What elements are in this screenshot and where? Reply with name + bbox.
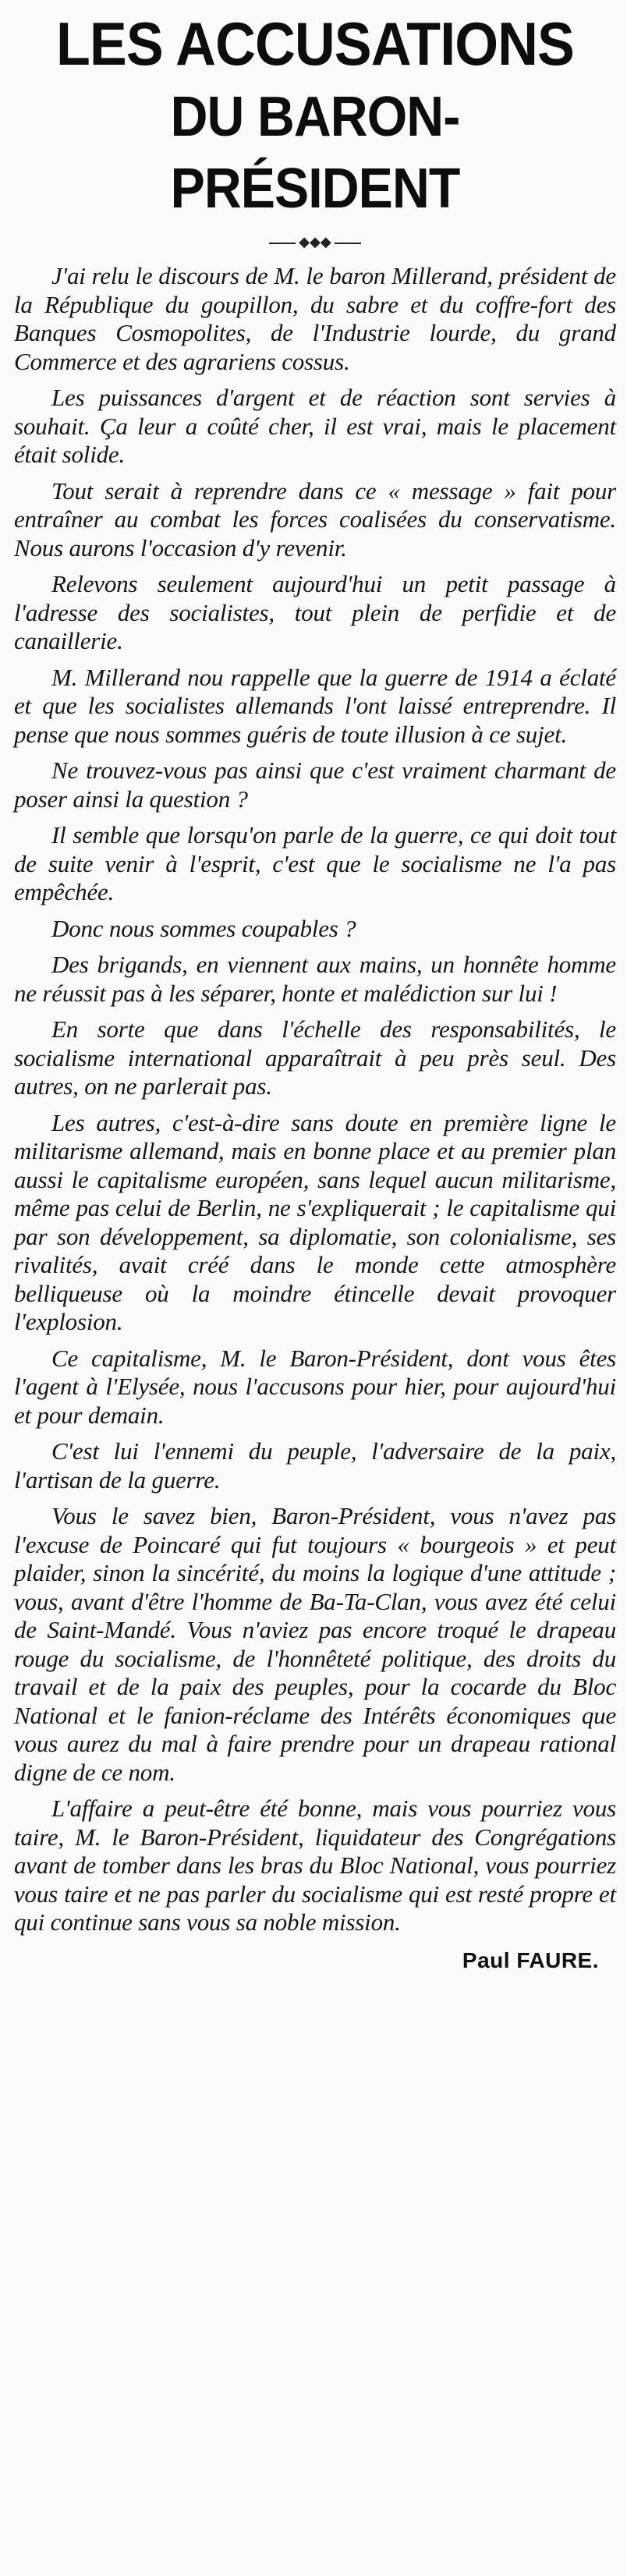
paragraph-12: Ce capitalisme, M. le Baron-Président, dont vous êtes l'agent à l'Elysée, nous l'accusons pour hier, pour aujourd'hui et pour demain. (14, 1344, 616, 1429)
paragraph-10: En sorte que dans l'échelle des responsabilités, le socialisme international apparaîtrait à peu près seul. Des autres, on ne parlerait pas. (14, 1015, 616, 1100)
paragraph-13: C'est lui l'ennemi du peuple, l'adversaire de la paix, l'artisan de la guerre. (14, 1437, 616, 1494)
paragraph-5: M. Millerand nou rappelle que la guerre de 1914 a éclaté et que les socialistes allemands l'ont laissé entreprendre. Il pense que nous sommes guéris de toute illusion à ce sujet. (14, 663, 616, 748)
headline-line-1: LES ACCUSATIONS (56, 9, 574, 78)
headline (38, 6, 592, 225)
paragraph-2: Les puissances d'argent et de réaction sont servies à souhait. Ça leur a coûté cher, il est vrai, mais le placement était solide. (14, 384, 616, 468)
author-signature: Paul FAURE. (462, 1947, 599, 1972)
ornament-rule-left (269, 243, 296, 244)
paragraph-15: L'affaire a peut-être été bonne, mais vous pourriez vous taire, M. le Baron-Président, liquidateur des Congrégations avant de tomber dans les bras du Bloc National, vous pourriez vous taire et ne pas parler du socialisme qui est resté propre et qui continue sans vous sa noble mission. (14, 1795, 616, 1936)
article-body (14, 262, 616, 1937)
paragraph-6: Ne trouvez-vous pas ainsi que c'est vraiment charmant de poser ainsi la question ? (14, 757, 616, 813)
paragraph-7: Il semble que lorsqu'on parle de la guerre, ce qui doit tout de suite venir à l'esprit, c'est que le socialisme ne l'a pas empêchée. (14, 821, 616, 905)
paragraph-9: Des brigands, en viennent aux mains, un honnête homme ne réussit pas à les séparer, honte et malédiction sur lui ! (14, 951, 616, 1007)
diamond-ornament-icon: ◆◆◆ (299, 234, 331, 250)
paragraph-11: Les autres, c'est-à-dire sans doute en première ligne le militarisme allemand, mais en bonne place et au premier plan aussi le capitalisme européen, sans lequel aucun militarisme, même pas celui de Berlin, ne s'expliquerait ; le capitalisme qui par son développement, sa diplomatie, son colonialisme, ses rivalités, avait créé dans le monde cette atmosphère belliqueuse où la moindre étincelle devait provoquer l'explosion. (14, 1108, 616, 1335)
paragraph-8: Donc nous sommes coupables ? (51, 914, 356, 942)
paragraph-14: Vous le savez bien, Baron-Président, vous n'avez pas l'excuse de Poincaré qui fut toujours « bourgeois » et peut plaider, sinon la sincérité, du moins la logique d'une attitude ; vous, avant d'être l'homme de Ba-Ta-Clan, vous avez été celui de Saint-Mandé. Vous n'aviez pas encore troqué le drapeau rouge du socialisme, de l'honnêteté politique, des droits du travail et de la paix des peuples, pour la cocarde du Bloc National et le fanion-réclame des Intérêts économiques que vous aurez du mal à faire prendre pour un drapeau rational digne de ce nom. (14, 1502, 616, 1786)
headline-line-2: DU BARON-PRÉSIDENT (170, 86, 460, 220)
paragraph-4: Relevons seulement aujourd'hui un petit passage à l'adresse des socialistes, tout plein de perfidie et de canaillerie. (14, 570, 616, 654)
paragraph-3: Tout serait à reprendre dans ce « message » fait pour entraîner au combat les forces coalisées du conservatisme. Nous aurons l'occasion d'y revenir. (14, 477, 616, 562)
paragraph-1: J'ai relu le discours de M. le baron Millerand, président de la République du goupillon, du sabre et du coffre-fort des Banques Cosmopolites, de l'Industrie lourde, du grand Commerce et des agrariens cossus. (14, 262, 616, 375)
ornament-rule-right (335, 243, 361, 244)
ornament-divider (14, 229, 616, 254)
